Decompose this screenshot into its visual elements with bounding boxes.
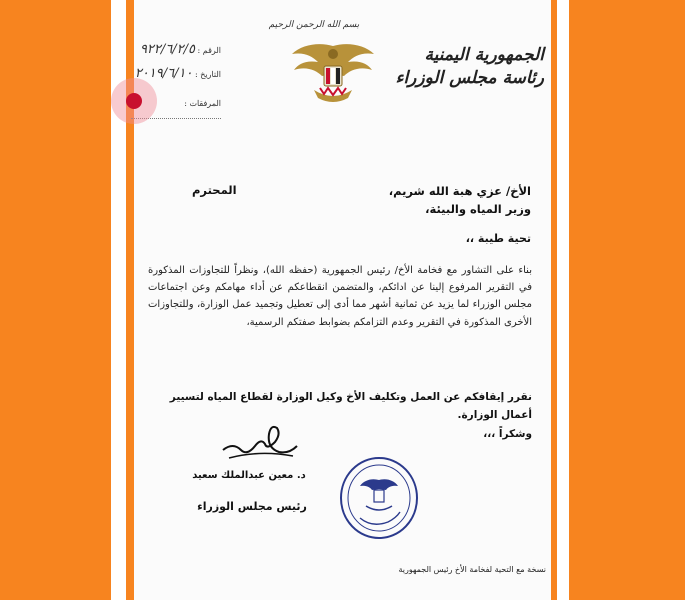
letterhead-title — [389, 44, 544, 90]
thanks: وشكراً ،،، — [483, 427, 532, 440]
right-border-strip — [557, 0, 569, 600]
decision-block — [148, 388, 532, 443]
republic-name: الجمهورية اليمنية — [424, 45, 544, 65]
ref-value: ٩٢٢/٦/٢/٥ — [139, 42, 195, 57]
date-line: التاريخ : ٢٠١٩/٦/١٠ — [134, 66, 221, 81]
official-stamp-icon — [338, 456, 420, 541]
office-name: رئاسة مجلس الوزراء — [395, 67, 544, 88]
date-value: ٢٠١٩/٦/١٠ — [134, 66, 193, 81]
recipient-name: الأخ/ عزي هبة الله شريم، — [388, 184, 531, 198]
attachments-label: المرفقات — [189, 99, 221, 108]
greeting: تحية طيبة ،، — [465, 232, 531, 245]
honorific: المحترم — [192, 183, 237, 197]
signatory-title: رئيس مجلس الوزراء — [197, 500, 307, 513]
copy-note: نسخة مع التحية لفخامة الأخ رئيس الجمهورية — [398, 565, 546, 574]
date-label: التاريخ — [200, 70, 221, 79]
handwritten-signature — [219, 420, 299, 465]
letter-page — [134, 0, 551, 600]
decision-text: نقرر إيقافكم عن العمل وتكليف الأخ وكيل الوزارة لقطاع المياه لتسيير أعمال الوزارة. — [169, 391, 532, 422]
letter-body: بناء على التشاور مع فخامة الأخ/ رئيس الجمهورية (حفظه الله)، ونظراً للتجاوزات المذكورة في التقرير المرفوع إلينا عن ادائكم، والمتضمن انقطاعكم عن أداء مهامكم وعن اجتماعات مجلس الوزراء لما يزيد عن ثمانية أشهر مما أدى إلى تعطيل وتجميد عمل الوزارة، وللتجاوزات الأخرى المذكورة في التقرير وعدم التزامكم بضوابط صفتكم الرسمية، — [148, 265, 532, 328]
ref-number-line: الرقم : ٩٢٢/٦/٢/٥ — [139, 42, 221, 57]
bismillah: بسم الله الرحمن الرحيم — [268, 20, 360, 30]
yemen-eagle-emblem-icon — [290, 40, 376, 110]
ref-label: الرقم — [202, 46, 221, 55]
signatory-name: د. معين عبدالملك سعيد — [192, 470, 306, 481]
red-marker-icon — [111, 78, 157, 124]
recipient-title: وزير المياه والبيئة، — [425, 201, 531, 216]
recipient-block — [389, 183, 531, 219]
attachments-line: المرفقات : — [131, 99, 221, 121]
